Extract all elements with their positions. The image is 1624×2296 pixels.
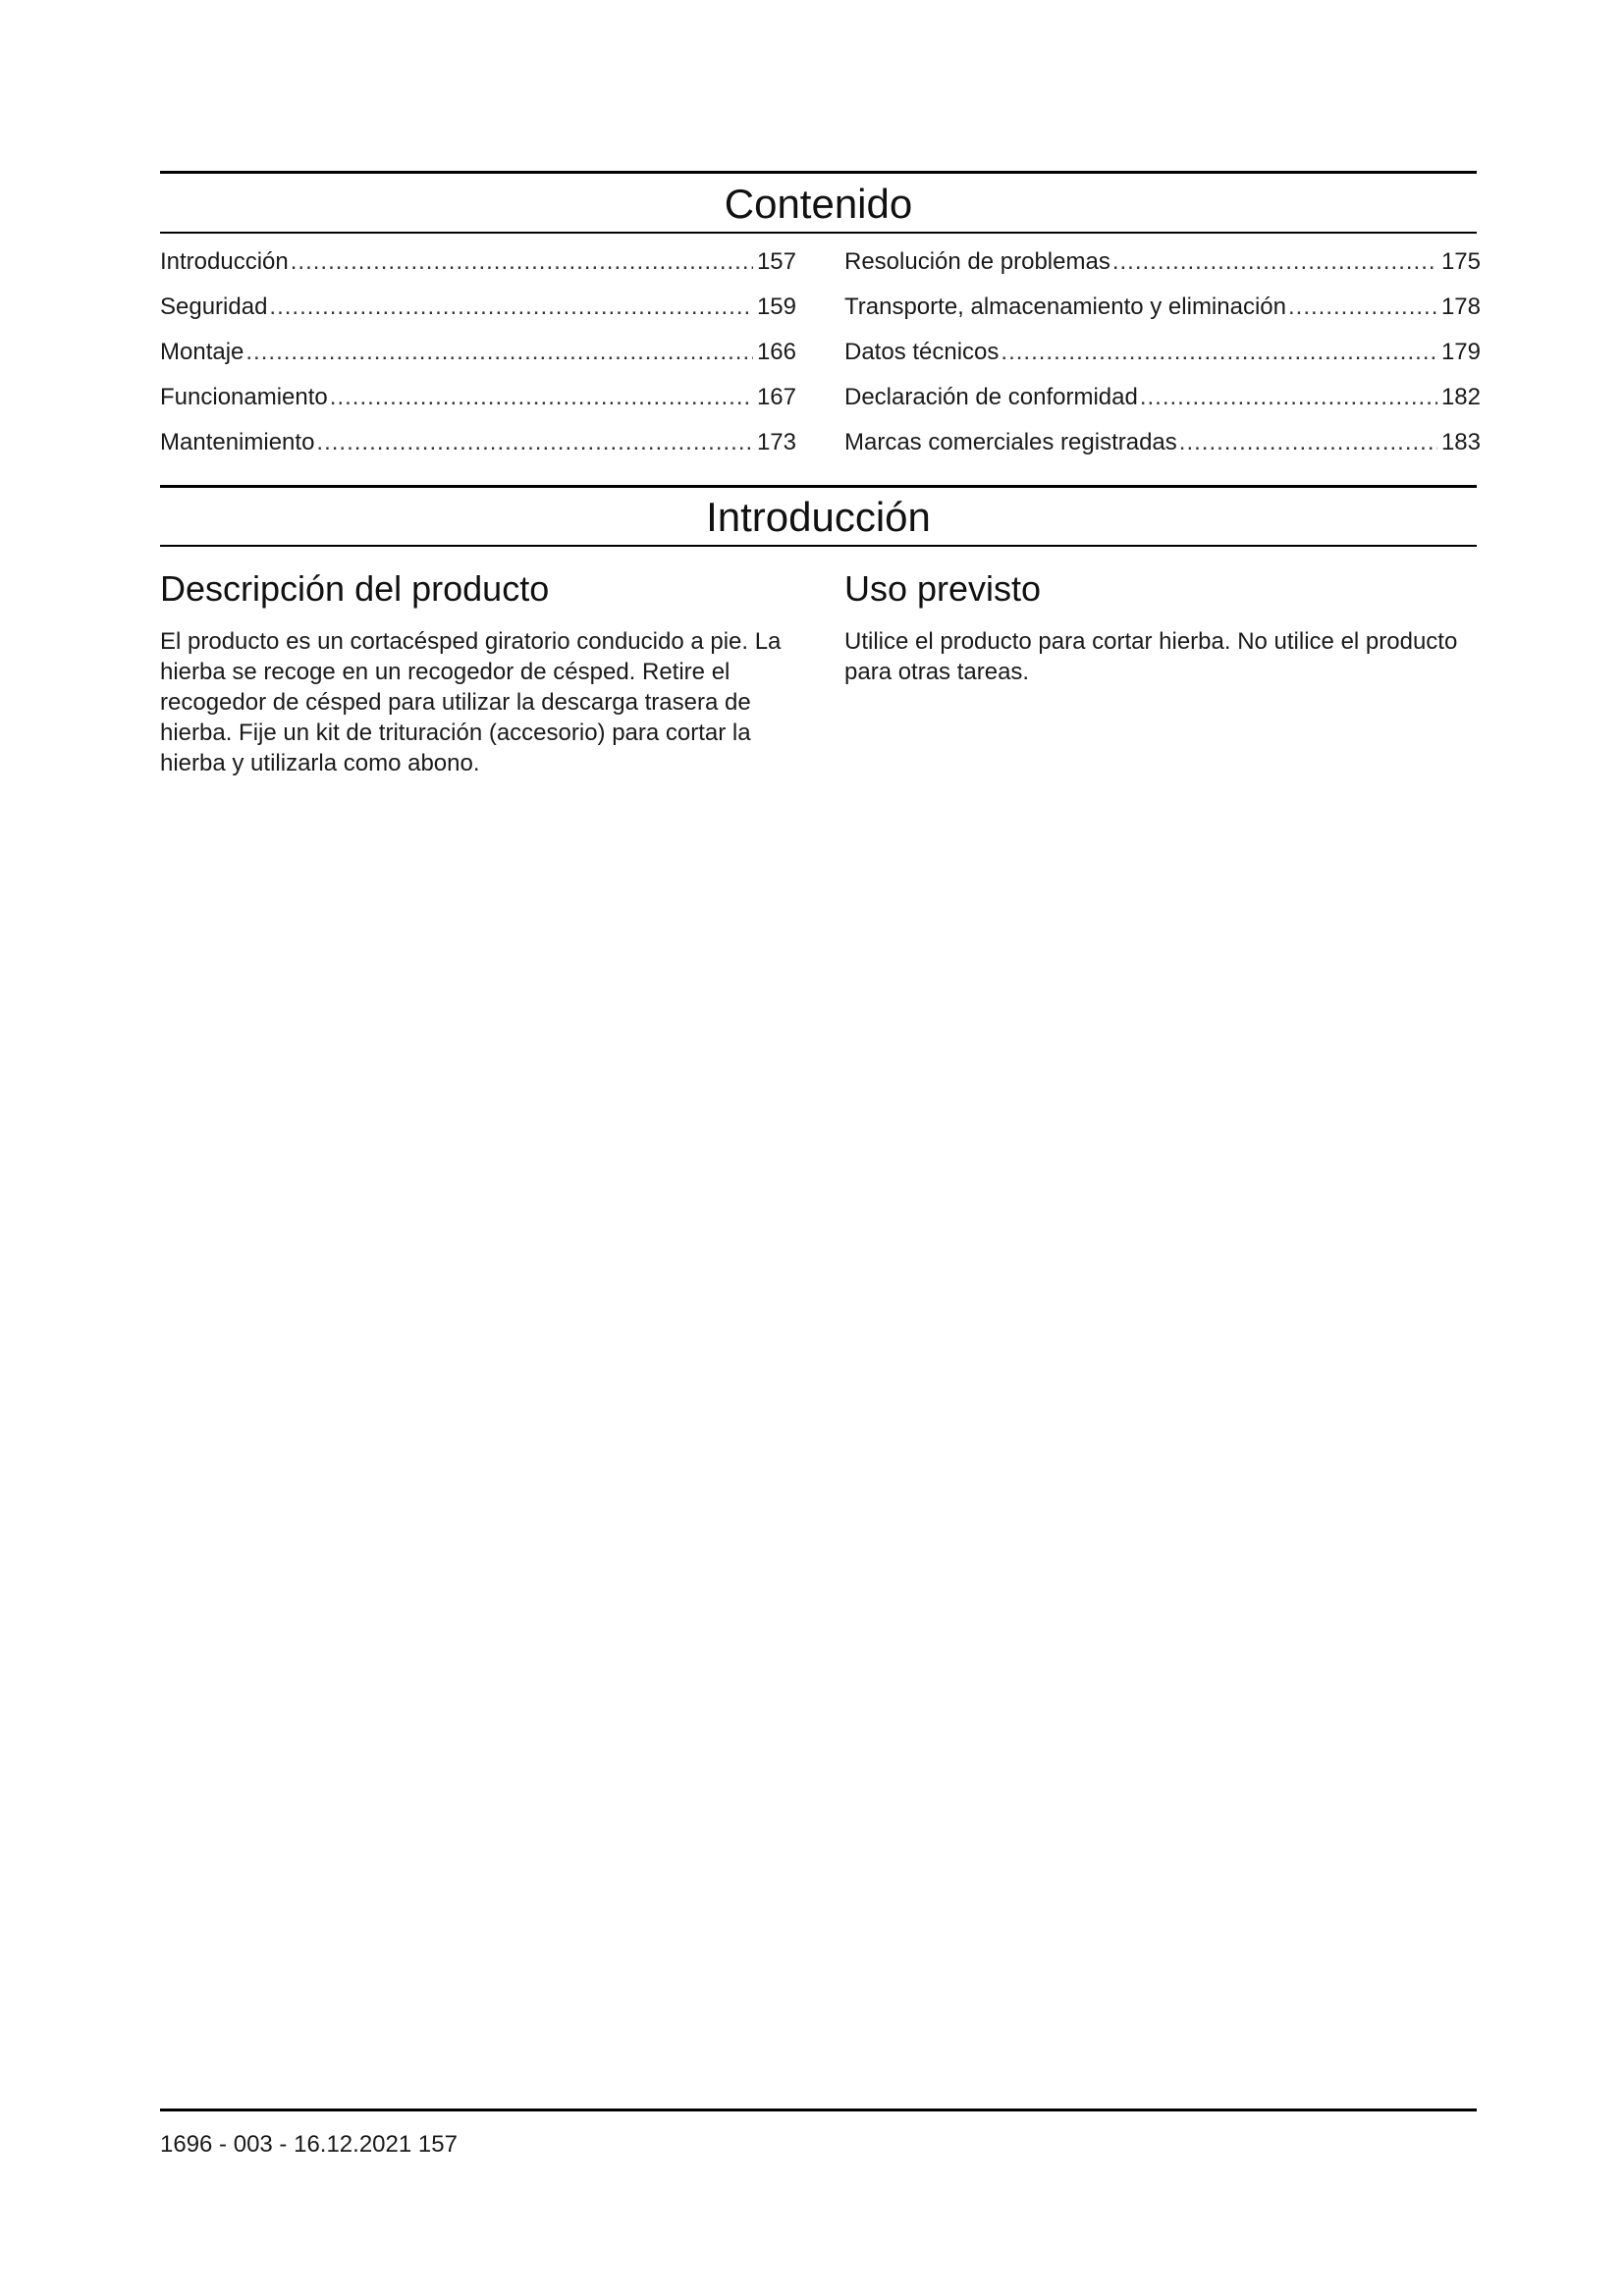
footer-page-number: 157 bbox=[417, 2131, 458, 2158]
toc-title: Contenido bbox=[724, 181, 913, 227]
intro-title: Introducción bbox=[706, 494, 931, 540]
product-description-text: El producto es un cortacésped giratorio conducido a pie. La hierba se recoge en un recogedor de césped. Retire el recogedor de césped para utilizar la descarga trasera de hierba. Fije un kit de trituración (accesorio) para cortar la hierba y utilizarla como abono. bbox=[160, 628, 782, 776]
toc-entry-page: 179 bbox=[1440, 339, 1481, 365]
toc-column-right bbox=[844, 247, 1481, 473]
intended-use-text: Utilice el producto para cortar hierba. No utilice el producto para otras tareas. bbox=[844, 628, 1458, 685]
toc-entry-page: 159 bbox=[756, 294, 796, 320]
toc-entry-page: 178 bbox=[1440, 294, 1481, 320]
toc-entry-page: 183 bbox=[1440, 429, 1481, 455]
toc-leader bbox=[330, 383, 753, 412]
toc-entry[interactable] bbox=[160, 428, 796, 473]
toc-entry[interactable] bbox=[160, 383, 796, 428]
toc-leader bbox=[269, 293, 753, 322]
page-footer bbox=[160, 2130, 458, 2160]
toc-entry-label: Declaración de conformidad bbox=[844, 384, 1138, 410]
intro-bottom-rule bbox=[160, 545, 1477, 547]
product-description-section bbox=[160, 567, 788, 778]
toc-entry-page: 157 bbox=[756, 248, 796, 275]
toc-leader bbox=[1179, 428, 1437, 457]
toc-entry-label: Mantenimiento bbox=[160, 429, 315, 455]
toc-entry-label: Introducción bbox=[160, 248, 289, 275]
product-description-heading: Descripción del producto bbox=[160, 568, 550, 609]
toc-entry-page: 173 bbox=[756, 429, 796, 455]
footer-doc-ref: 1696 - 003 - 16.12.2021 bbox=[160, 2131, 412, 2158]
toc-entry-label: Seguridad bbox=[160, 294, 268, 320]
toc-entry[interactable] bbox=[844, 428, 1481, 473]
toc-entry-label: Marcas comerciales registradas bbox=[844, 429, 1177, 455]
toc-leader bbox=[1288, 293, 1437, 322]
intended-use-section bbox=[844, 567, 1473, 687]
toc-entry-label: Resolución de problemas bbox=[844, 248, 1110, 275]
toc-top-rule bbox=[160, 171, 1477, 174]
footer-rule bbox=[160, 2109, 1477, 2111]
toc-leader bbox=[1140, 383, 1437, 412]
toc-entry[interactable] bbox=[844, 338, 1481, 383]
toc-entry-page: 182 bbox=[1440, 384, 1481, 410]
toc-entry[interactable] bbox=[844, 293, 1481, 338]
toc-entry[interactable] bbox=[844, 247, 1481, 293]
toc-leader bbox=[291, 247, 753, 277]
toc-entry[interactable] bbox=[160, 293, 796, 338]
toc-leader bbox=[1001, 338, 1437, 367]
toc-entry-label: Montaje bbox=[160, 339, 244, 365]
toc-entry-page: 175 bbox=[1440, 248, 1481, 275]
toc-entry-label: Datos técnicos bbox=[844, 339, 1000, 365]
toc-entry[interactable] bbox=[160, 247, 796, 293]
toc-entry[interactable] bbox=[160, 338, 796, 383]
toc-entry-label: Transporte, almacenamiento y eliminación bbox=[844, 294, 1286, 320]
toc-leader bbox=[245, 338, 753, 367]
toc-entry-page: 167 bbox=[756, 384, 796, 410]
toc-column-left bbox=[160, 247, 796, 473]
toc-entry-page: 166 bbox=[756, 339, 796, 365]
toc-entry-label: Funcionamiento bbox=[160, 384, 328, 410]
toc-entry[interactable] bbox=[844, 383, 1481, 428]
toc-leader bbox=[316, 428, 753, 457]
toc-leader bbox=[1112, 247, 1437, 277]
intended-use-heading: Uso previsto bbox=[844, 568, 1042, 609]
intro-top-rule bbox=[160, 485, 1477, 488]
toc-bottom-rule bbox=[160, 232, 1477, 234]
